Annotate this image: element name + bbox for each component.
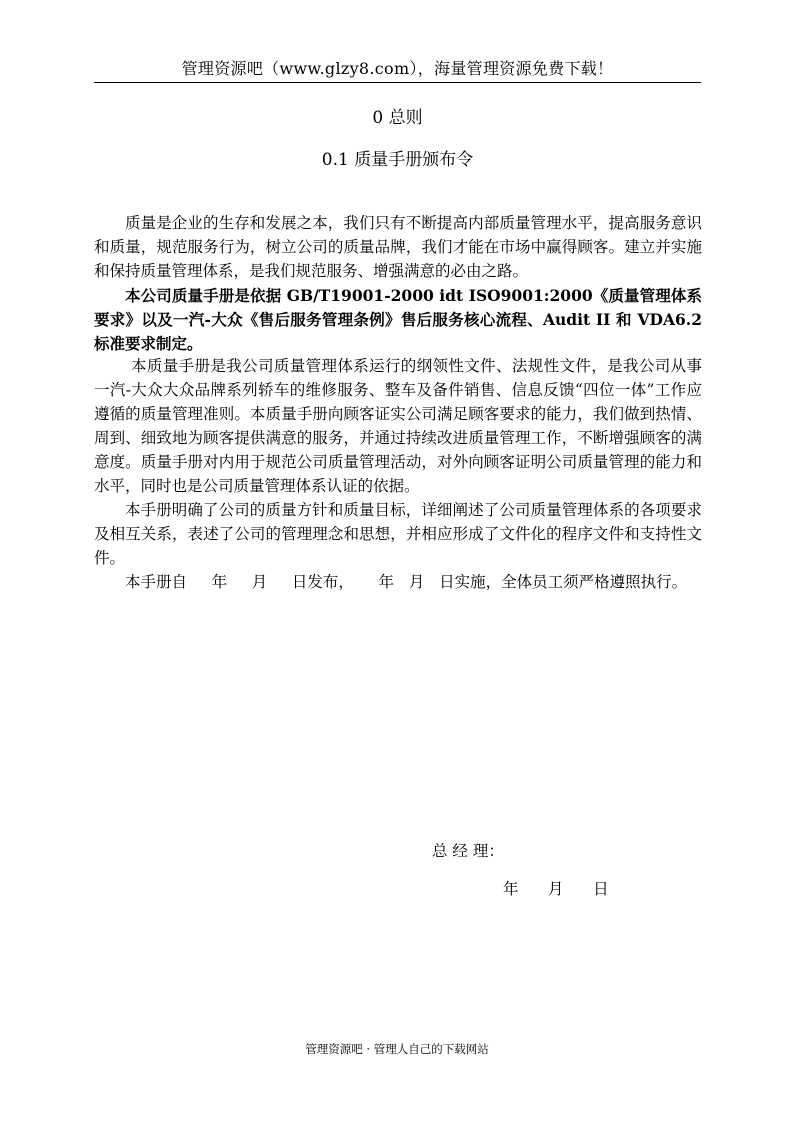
document-body xyxy=(94,212,702,595)
general-manager-signature-label: 总 经 理： xyxy=(432,842,504,860)
chapter-title: 0 总则 xyxy=(372,108,423,128)
page-footer: 管理资源吧 · 管理人自己的下载网站 xyxy=(305,1042,489,1056)
header-divider xyxy=(94,82,701,83)
page-header: 管理资源吧（www.glzy8.com），海量管理资源免费下载！ xyxy=(181,59,614,78)
paragraph-manual-scope: 本手册明确了公司的质量方针和质量目标，详细阐述了公司质量管理体系的各项要求及相互关系，表述了公司的管理理念和思想，并相应形成了文件化的程序文件和支持性文件。 xyxy=(94,500,702,567)
paragraph-manual-purpose: 本质量手册是我公司质量管理体系运行的纲领性文件、法规性文件，是我公司从事一汽-大众大众品牌系列轿车的维修服务、整车及备件销售、信息反馈“四位一体”工作应遵循的质量管理准则。本质量手册向顾客证实公司满足顾客要求的能力，我们做到热情、周到、细致地为顾客提供满意的服务，并通过持续改进质量管理工作，不断增强顾客的满意度。质量手册对内用于规范公司质量管理活动，对外向顾客证明公司质量管理的能力和水平，同时也是公司质量管理体系认证的依据。 xyxy=(94,357,702,495)
section-title: 0.1 质量手册颁布令 xyxy=(321,150,474,170)
signature-date-line: 年 月 日 xyxy=(503,880,609,898)
paragraph-quality-foundation: 质量是企业的生存和发展之本，我们只有不断提高内部质量管理水平，提高服务意识和质量，规范服务行为，树立公司的质量品牌，我们才能在市场中赢得顾客。建立并实施和保持质量管理体系，是我们规范服务、增强满意的必由之路。 xyxy=(94,214,702,280)
paragraph-basis-standards: 本公司质量手册是依据 GB/T19001-2000 idt ISO9001:2000《质量管理体系 要求》以及一汽-大众《售后服务管理条例》售后服务核心流程、Audit II 和 VDA6.2 标准要求制定。 xyxy=(94,285,702,353)
paragraph-effective-date: 本手册自 年 月 日发布， 年 月 日实施，全体员工须严格遵照执行。 xyxy=(125,572,688,591)
